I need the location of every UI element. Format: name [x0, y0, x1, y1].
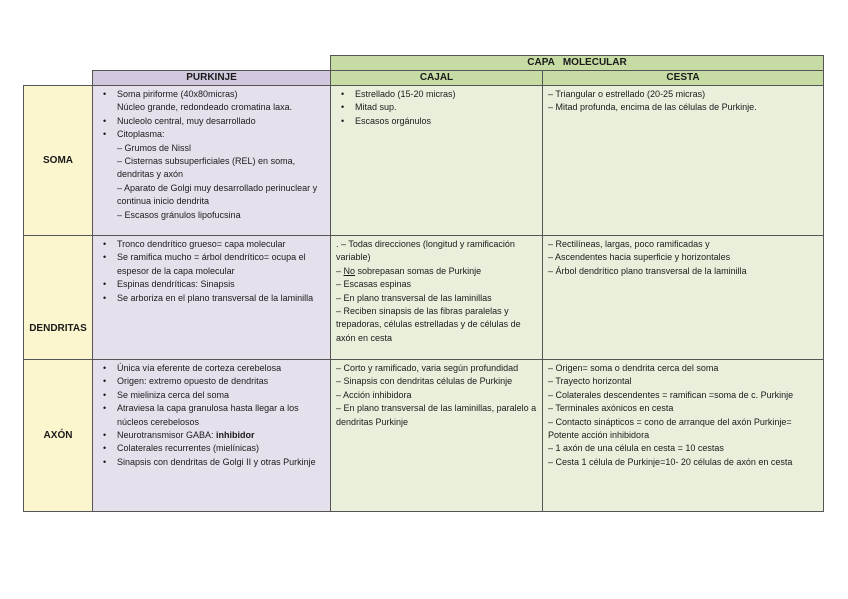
list-item: • Nucleolo central, muy desarrollado: [98, 115, 325, 128]
list-item: • Se arboriza en el plano transversal de la laminilla: [98, 292, 325, 305]
list-item: – Sinapsis con dendritas células de Purkinje: [336, 376, 513, 387]
item-underlined-text: No: [343, 265, 356, 276]
empty-corner: [24, 56, 93, 71]
list-item: – Aparato de Golgi muy desarrollado perinuclear y continua inicio dendrita: [117, 182, 318, 207]
cell-soma-purkinje: [93, 86, 331, 236]
list-item: – Acción inhibidora: [336, 389, 412, 400]
header-row-cells: [24, 71, 824, 86]
list-item: [336, 265, 537, 278]
list-soma-cajal: [336, 88, 537, 128]
list-item: • Escasos orgánulos: [336, 115, 537, 128]
list-item: • Tronco dendrítico grueso= capa molecular: [98, 238, 325, 251]
cell-dendritas-cesta: [543, 236, 824, 360]
list-item: – En plano transversal de las laminillas: [336, 292, 492, 303]
row-label-dendritas: [24, 236, 93, 360]
cell-soma-cajal: [331, 86, 543, 236]
list-axon-cajal: [336, 362, 537, 429]
list-item: [98, 429, 325, 442]
list-item: • Citoplasma:: [98, 128, 325, 141]
list-item: – Cisternas subsuperficiales (REL) en soma, dendritas y axón: [117, 156, 296, 180]
list-item: – Corto y ramificado, varia según profundidad: [336, 363, 519, 373]
list-item: • Se ramifica mucho = árbol dendrítico= ocupa el espesor de la capa molecular: [98, 251, 325, 278]
empty-purkinje-top: [93, 56, 331, 71]
list-item: – Triangular o estrellado (20-25 micras): [548, 89, 706, 99]
header-cesta: CESTA: [543, 71, 824, 86]
header-cajal: CAJAL: [331, 71, 543, 86]
header-capa-molecular: CAPA MOLECULAR: [331, 56, 824, 71]
header-purkinje: PURKINJE: [93, 71, 331, 86]
list-item: – Contacto sinápticos = cono de arranque del axón Purkinje= Potente acción inhibidora: [548, 416, 792, 441]
row-axon: [24, 360, 824, 512]
list-axon-cesta: [548, 362, 818, 469]
list-item: . – Todas direcciones (longitud y ramificación variable): [336, 239, 515, 263]
row-soma: [24, 86, 824, 236]
list-item: • Origen: extremo opuesto de dendritas: [98, 375, 325, 388]
cell-soma-cesta: [543, 86, 824, 236]
row-dendritas: [24, 236, 824, 360]
list-item: • Única vía eferente de corteza cerebelosa: [98, 362, 325, 375]
header-row-group: [24, 56, 824, 71]
list-item: – Terminales axónicos en cesta: [548, 403, 674, 414]
list-soma-cesta: [548, 88, 818, 115]
list-item: – Origen= soma o dendrita cerca del soma: [548, 363, 719, 373]
list-item: – Escasas espinas: [336, 279, 412, 290]
list-item: • Estrellado (15-20 micras): [336, 88, 537, 101]
empty-corner-2: [24, 71, 93, 86]
list-item: – Trayecto horizontal: [548, 376, 632, 387]
list-item: – 1 axón de una célula en cesta = 10 cestas: [548, 443, 724, 454]
cell-axon-cesta: [543, 360, 824, 512]
comparison-table: [23, 55, 824, 512]
list-item: – Reciben sinapsis de las fibras paralelas y trepadoras, células estrelladas y de células de axón en cesta: [336, 306, 521, 343]
list-item: – En plano transversal de las laminillas, paralelo a dendritas Purkinje: [336, 403, 537, 427]
row-label-axon: AXÓN: [24, 360, 93, 512]
list-soma-purkinje: [98, 88, 325, 222]
cell-axon-purkinje: [93, 360, 331, 512]
list-item: • Sinapsis con dendritas de Golgi II y otras Purkinje: [98, 456, 325, 469]
list-dendritas-cajal: [336, 238, 537, 345]
list-item: – Árbol dendrítico plano transversal de la laminilla: [548, 265, 747, 276]
cell-axon-cajal: [331, 360, 543, 512]
list-dendritas-cesta: [548, 238, 818, 278]
cell-dendritas-cajal: [331, 236, 543, 360]
list-item: – Cesta 1 célula de Purkinje=10- 20 células de axón en cesta: [548, 456, 793, 467]
list-axon-purkinje: [98, 362, 325, 469]
list-item: – Escasos gránulos lipofucsina: [117, 209, 241, 220]
list-item: – Ascendentes hacia superficie y horizontales: [548, 252, 731, 263]
item-text: Neurotransmisor GABA:: [117, 430, 217, 441]
cell-dendritas-purkinje: [93, 236, 331, 360]
row-label-dendritas-text: DENDRITAS: [29, 322, 87, 334]
list-item: • Mitad sup.: [336, 101, 537, 114]
list-item: – Colaterales descendentes = ramifican =soma de c. Purkinje: [548, 389, 794, 400]
list-item: • Colaterales recurrentes (mielínicas): [98, 442, 325, 455]
list-item: Núcleo grande, redondeado cromatina laxa.: [117, 102, 293, 113]
list-item: • Atraviesa la capa granulosa hasta llegar a los núcleos cerebelosos: [98, 402, 325, 429]
row-label-soma: SOMA: [24, 86, 93, 236]
list-item: – Grumos de Nissl: [117, 142, 192, 153]
item-bold-text: inhibidor: [216, 430, 255, 441]
list-item: • Espinas dendríticas: Sinapsis: [98, 278, 325, 291]
list-item: – Rectilíneas, largas, poco ramificadas y: [548, 239, 710, 249]
list-dendritas-purkinje: [98, 238, 325, 305]
list-item: – Mitad profunda, encima de las células de Purkinje.: [548, 102, 757, 113]
item-text: –: [336, 265, 344, 276]
item-text: sobrepasan somas de Purkinje: [355, 265, 482, 276]
list-item: • Se mieliniza cerca del soma: [98, 389, 325, 402]
list-item: • Soma piriforme (40x80micras): [98, 88, 325, 101]
